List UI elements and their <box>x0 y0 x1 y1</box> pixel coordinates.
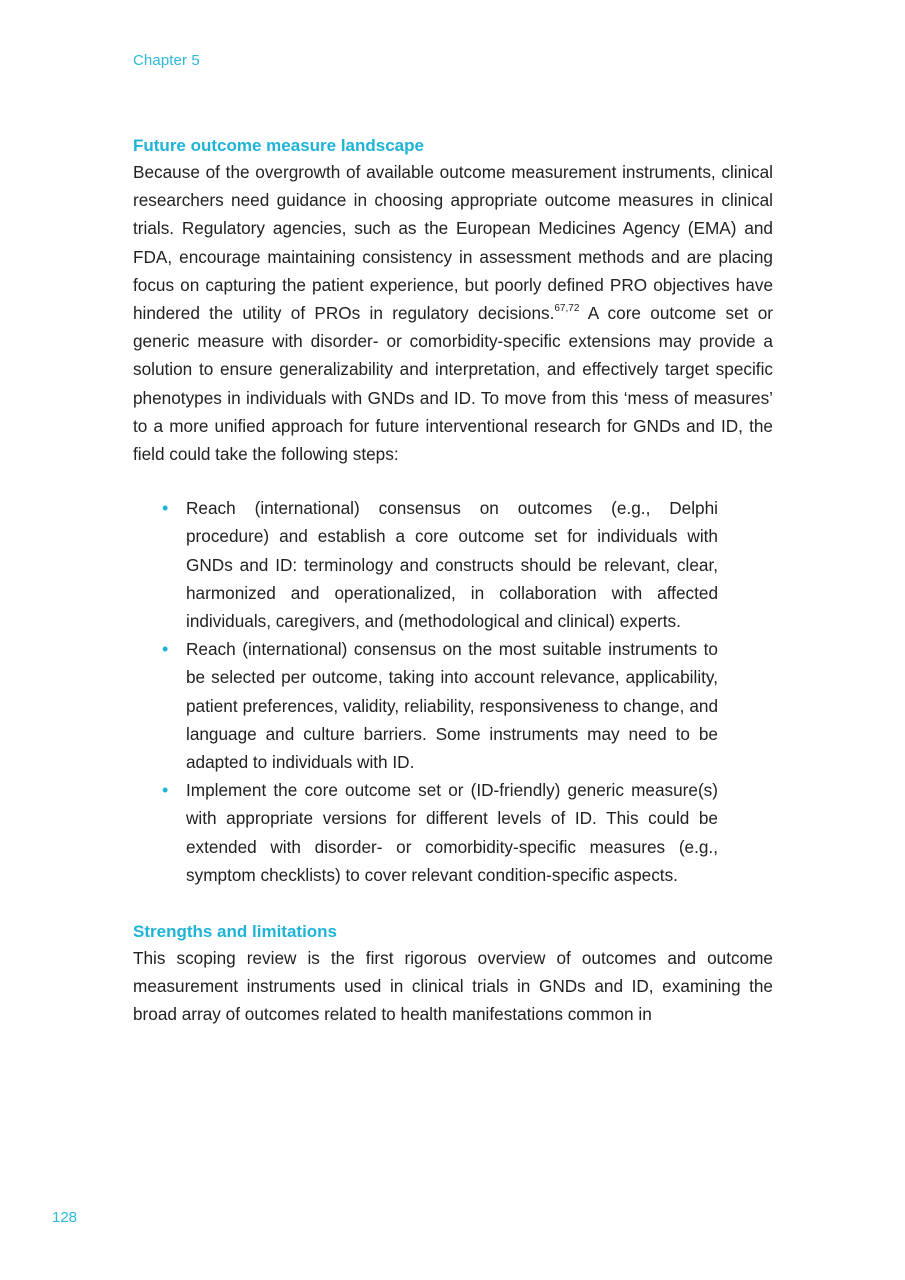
bullet-icon: • <box>162 780 169 801</box>
section-heading: Future outcome measure landscape <box>133 136 424 155</box>
paragraph-text: Because of the overgrowth of available outcome measurement instruments, clinical researchers need guidance in choosing appropriate outcome measures in clinical trials. Regulatory agencies, such as the European Medicines Agency (EMA) and FDA, encourage maintaining consistency in assessment methods and are placing focus on capturing the patient experience, but poorly defined PRO objectives have hindered the utility of PROs in regulatory decisions. <box>133 162 773 324</box>
bullet-icon: • <box>162 498 169 519</box>
citation-superscript: 67,72 <box>554 303 580 315</box>
bullet-icon: • <box>162 639 169 660</box>
page-content <box>133 134 773 1029</box>
page-number: 128 <box>52 1209 78 1226</box>
body-paragraph: This scoping review is the first rigorous overview of outcomes and outcome measurement instruments used in clinical trials in GNDs and ID, examining the broad array of outcomes related to health manifestations common in <box>133 948 773 1025</box>
running-head: Chapter 5 <box>133 52 200 69</box>
list-item <box>162 494 718 635</box>
list-item-text: Reach (international) consensus on outcomes (e.g., Delphi procedure) and establish a core outcome set for individuals with GNDs and ID: terminology and constructs should be relevant, clear, harmonized and operationalized, in collaboration with affected individuals, caregivers, and (methodological and clinical) experts. <box>186 498 718 632</box>
steps-list <box>133 494 718 889</box>
section-strengths-limitations <box>133 920 773 1029</box>
section-future-outcome-landscape <box>133 134 773 889</box>
list-item-text: Implement the core outcome set or (ID-friendly) generic measure(s) with appropriate versions for different levels of ID. This could be extended with disorder- or comorbidity-specific measures (e.g., symptom checklists) to cover relevant condition-specific aspects. <box>186 780 718 885</box>
list-item <box>162 635 718 776</box>
list-item-text: Reach (international) consensus on the most suitable instruments to be selected per outcome, taking into account relevance, applicability, patient preferences, validity, reliability, responsiveness to change, and language and culture barriers. Some instruments may need to be adapted to individuals with ID. <box>186 639 718 773</box>
body-paragraph <box>133 158 773 468</box>
paragraph-text: A core outcome set or generic measure with disorder- or comorbidity-specific extensions may provide a solution to ensure generalizability and interpretation, and effectively target specific phenotypes in individuals with GNDs and ID. To move from this ‘mess of measures’ to a more unified approach for future interventional research for GNDs and ID, the field could take the following steps: <box>133 303 773 465</box>
list-item <box>162 776 718 889</box>
section-heading: Strengths and limitations <box>133 922 338 942</box>
